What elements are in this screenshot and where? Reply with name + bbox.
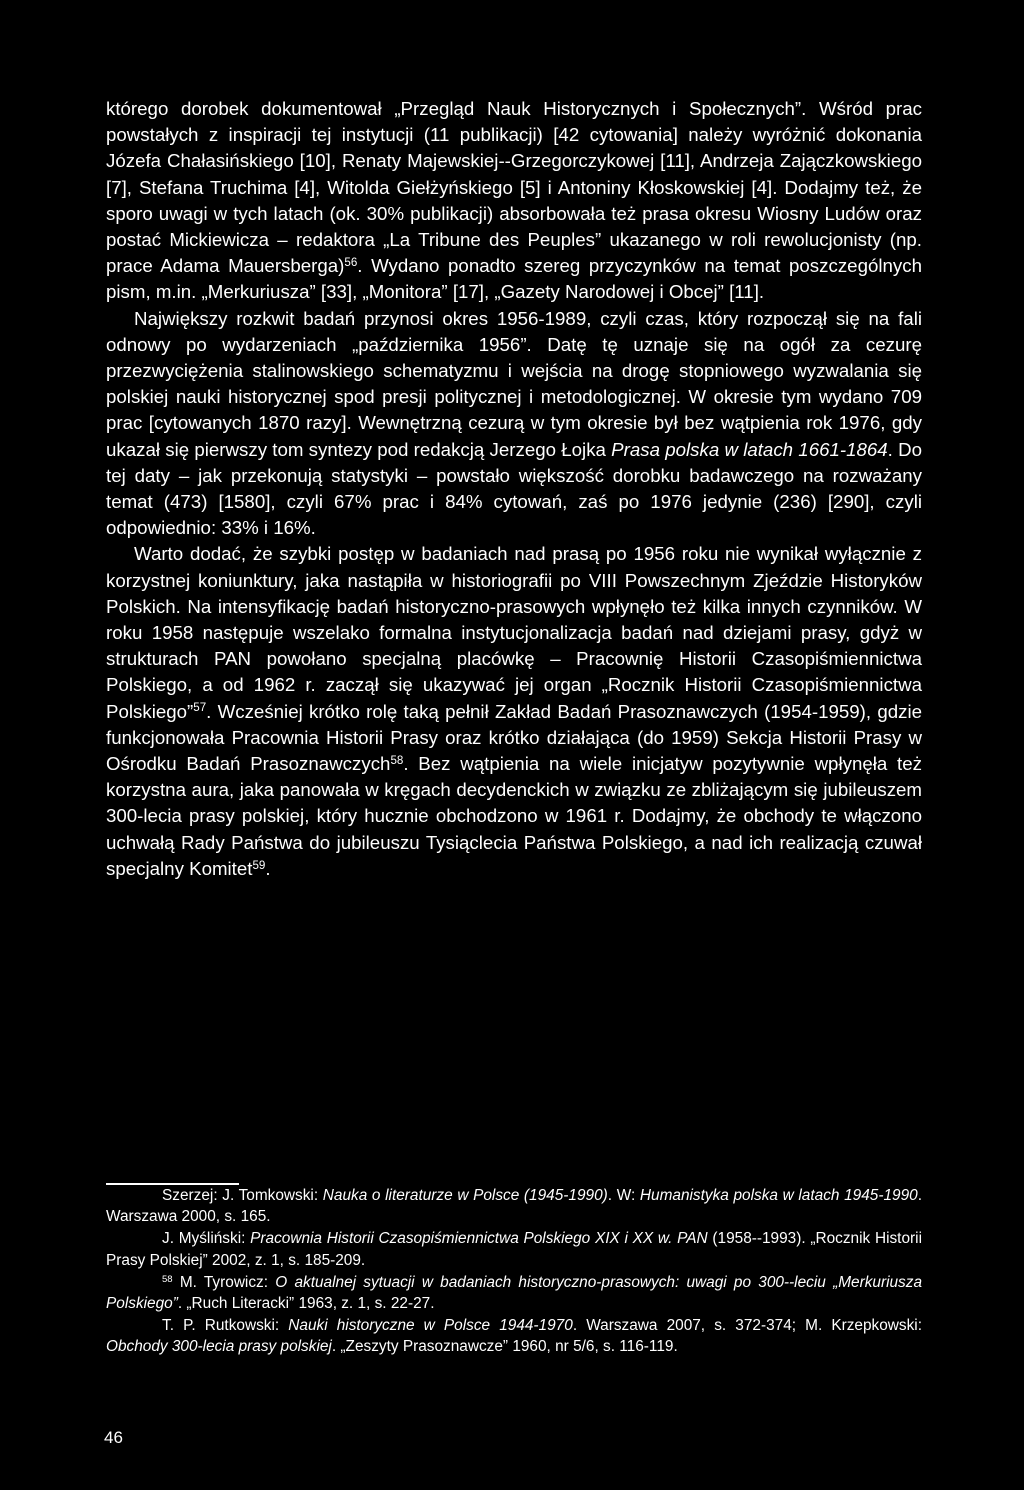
text-run: . W: [607, 1187, 640, 1204]
footnote [106, 1272, 922, 1314]
paragraph [106, 541, 922, 882]
footnote-ref: 58 [162, 1273, 173, 1285]
text-run: Największy rozkwit badań przynosi okres 1956-1989, czyli czas, który rozpoczął się na fali odnowy po wydarzeniach „października 1956”. Datę tę uznaje się na ogół za cezurę przezwyciężenia stalinowskiego schematyzmu i wejścia na drogę stopniowego wyzwalania się polskiej nauki historycznej spod presji politycznej i metodologicznej. W okresie tym wydano 709 prac [cytowanych 1870 razy]. Wewnętrzną cezurą w tym okresie był bez wątpienia rok 1976, gdy ukazał się pierwszy tom syntezy pod redakcją Jerzego Łojka [106, 307, 922, 460]
text-run: T. P. Rutkowski: [162, 1317, 289, 1335]
footnote-ref: 56 [344, 256, 358, 269]
text-run: (1958--1993). „Rocznik Historii Prasy Polskiej” 2002, z. 1, s. 185-209. [106, 1230, 922, 1269]
text-run: M. Tyrowicz: [172, 1273, 276, 1291]
text-run: którego dorobek dokumentował „Przegląd Nauk Historycznych i Społecznych”. Wśród prac powstałych z inspiracji tej instytucji (11 publikacji) [42 cytowania] należy wyróżnić dokonania Józefa Chałasińskiego [10], Renaty Majewskiej--Grzegorczykowej [11], Andrzeja Zajączkowskiego [7], Stefana Truchima [4], Witolda Giełżyńskiego [5] i Antoniny Kłoskowskiej [4]. Dodajmy też, że sporo uwagi w tych latach (ok. 30% publikacji) absorbowała też prasa okresu Wiosny Ludów oraz postać Mickiewicza – redaktora „La Tribune des Peuples” ukazanego w roli rewolucjonisty (np. prace Adama Mauersberga) [106, 98, 922, 277]
text-run: . Wcześniej krótko rolę taką pełnił Zakład Badań Prasoznawczych (1954-1959), gdzie funkcjonowała Pracownia Historii Prasy oraz krótko działająca (do 1959) Sekcja Historii Prasy w Ośrodku Badań Prasoznawczych [106, 700, 922, 775]
footnotes [106, 1185, 922, 1359]
footnote [106, 1228, 922, 1270]
paragraph [106, 96, 922, 306]
footnote-ref: 59 [252, 859, 266, 872]
italic-title: Obchody 300-lecia prasy polskiej [106, 1338, 332, 1356]
text-run: J. Myśliński: [162, 1230, 251, 1248]
italic-title: Pracownia Historii Czasopiśmiennictwa Polskiego XIX i XX w. PAN [250, 1230, 708, 1248]
text-run: . Wydano ponadto szereg przyczynków na temat poszczególnych pism, m.in. „Merkuriusza” [33], „Monitora” [17], „Gazety Narodowej i Obcej” [11]. [106, 255, 922, 303]
paragraph [106, 306, 922, 542]
footnote [106, 1315, 922, 1357]
text-run: . „Ruch Literacki” 1963, z. 1, s. 22-27. [177, 1295, 435, 1313]
footnote-ref: 57 [193, 702, 207, 715]
text-run: . Warszawa 2000, s. 165. [106, 1187, 922, 1226]
italic-title: Prasa polska w latach 1661-1864 [611, 438, 888, 460]
footnote-ref: 58 [390, 754, 404, 767]
text-run: . „Zeszyty Prasoznawcze” 1960, nr 5/6, s. 116-119. [331, 1338, 678, 1356]
text-run: . Bez wątpienia na wiele inicjatyw pozytywnie wpłynęła też korzystna aura, jaka panowała w kręgach decydenckich w związku ze zbliżającym się jubileuszem 300-lecia prasy polskiej, który hucznie obchodzono w 1961 r. Dodajmy, że obchody te włączono uchwałą Rady Państwa do jubileuszu Tysiąclecia Państwa Polskiego, a nad ich realizacją czuwał specjalny Komitet [106, 753, 922, 879]
text-run: . [265, 857, 271, 879]
footnote [106, 1185, 922, 1227]
text-run: . Do tej daty – jak przekonują statystyki – powstało większość dorobku badawczego na rozważany temat (473) [1580], czyli 67% prac i 84% cytowań, zaś po 1976 jedynie (236) [290], czyli odpowiednio: 33% i 16%. [106, 438, 922, 539]
italic-title: O aktualnej sytuacji w badaniach historyczno-prasowych: uwagi po 300--leciu „Merkuriusza Polskiego” [106, 1273, 923, 1313]
italic-title: Nauka o literaturze w Polsce (1945-1990) [322, 1187, 608, 1204]
text-run: . Warszawa 2007, s. 372-374; M. Krzepkowski: [572, 1317, 923, 1335]
text-run: Szerzej: J. Tomkowski: [162, 1187, 323, 1204]
main-text [106, 96, 922, 882]
italic-title: Humanistyka polska w latach 1945-1990 [639, 1187, 918, 1204]
text-run: Warto dodać, że szybki postęp w badaniach nad prasą po 1956 roku nie wynikał wyłącznie z korzystnej koniunktury, jaka nastąpiła w historiografii po VIII Powszechnym Zjeździe Historyków Polskich. Na intensyfikację badań historyczno-prasowych wpłynęło też kilka innych czynników. W roku 1958 następuje wszelako formalna instytucjonalizacja badań nad dziejami prasy, gdyż w strukturach PAN powołano specjalną placówkę – Pracownię Historii Czasopiśmiennictwa Polskiego, a od 1962 r. zaczął się ukazywać jej organ „Rocznik Historii Czasopiśmiennictwa Polskiego” [106, 543, 922, 722]
italic-title: Nauki historyczne w Polsce 1944-1970 [288, 1317, 573, 1335]
page-number: 46 [104, 1428, 123, 1447]
